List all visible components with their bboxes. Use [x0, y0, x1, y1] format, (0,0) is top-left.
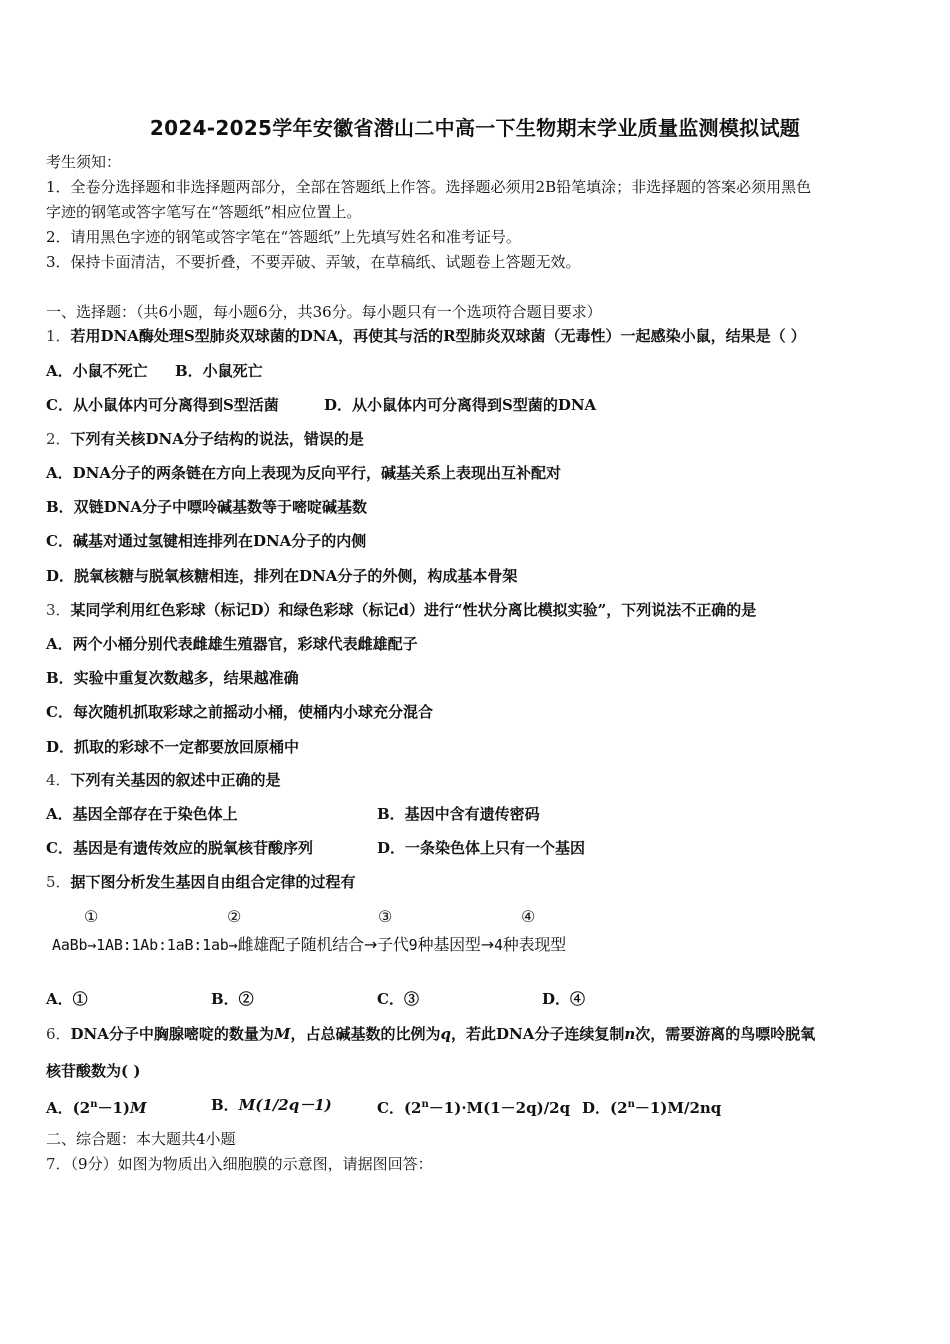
notice-item: 3．保持卡面清洁，不要折叠，不要弄破、弄皱，在草稿纸、试题卷上答题无效。	[46, 253, 581, 271]
question-number: 6．	[46, 1025, 71, 1043]
option-c: C．基因是有遗传效应的脱氧核苷酸序列	[46, 839, 313, 857]
option-b	[211, 1095, 332, 1115]
question-text: ，占总碱基数的比例为	[290, 1025, 441, 1043]
variable-m: M	[130, 1099, 147, 1117]
variable-n: n	[624, 1025, 636, 1043]
step-marker-1: ①	[84, 907, 99, 926]
option-c: C．从小鼠体内可分离得到S型活菌	[46, 396, 279, 414]
option-c: C．每次随机抓取彩球之前摇动小桶，使桶内小球充分混合	[46, 703, 433, 721]
option-a: A．DNA分子的两条链在方向上表现为反向平行，碱基关系上表现出互补配对	[46, 464, 561, 482]
option-label: D．	[582, 1099, 611, 1117]
section-heading: 二、综合题：本大题共4小题	[46, 1130, 236, 1148]
question-3-stem	[46, 600, 756, 620]
question-6-stem-line2: 核苷酸数为( )	[46, 1062, 141, 1080]
page-title: 2024-2025学年安徽省潜山二中高一下生物期末学业质量监测模拟试题	[149, 116, 801, 140]
option-formula: (2	[610, 1099, 628, 1117]
option-c	[377, 1095, 570, 1118]
chain-phenotype-count: 4	[493, 936, 503, 954]
variable-q: q	[440, 1025, 452, 1043]
option-b: B．②	[211, 990, 254, 1008]
exponent: n	[421, 1099, 429, 1110]
option-d: D．一条染色体上只有一个基因	[377, 839, 586, 857]
question-number: 4．	[46, 771, 71, 789]
question-text: （9分）如图为物质出入细胞膜的示意图，请据图回答：	[70, 1155, 433, 1173]
question-2-stem	[46, 429, 364, 449]
option-label: A．	[46, 1099, 73, 1117]
question-number: 5．	[46, 873, 71, 891]
option-d: D．从小鼠体内可分离得到S型菌的DNA	[324, 396, 597, 414]
question-7-stem	[46, 1154, 433, 1174]
question-1-stem	[46, 326, 806, 346]
question-text: 若用DNA酶处理S型肺炎双球菌的DNA，再使其与活的R型肺炎双球菌（无毒性）一起感染小鼠，结果是（ ）	[70, 327, 806, 345]
question-text: 次，需要游离的鸟嘌呤脱氧	[635, 1025, 816, 1043]
chain-gametes: AaBb→1AB:1Ab:1aB:1ab→	[52, 936, 238, 954]
option-label: B．	[211, 1096, 239, 1114]
step-marker-3: ③	[378, 907, 393, 926]
question-number: 2．	[46, 430, 71, 448]
option-d: D．脱氧核糖与脱氧核糖相连，排列在DNA分子的外侧，构成基本骨架	[46, 567, 518, 585]
option-d: D．抓取的彩球不一定都要放回原桶中	[46, 738, 300, 756]
chain-phenotype-label: 种表现型	[502, 935, 566, 954]
option-b: B．实验中重复次数越多，结果越准确	[46, 669, 299, 687]
option-a: A．①	[46, 990, 88, 1008]
question-text: 据下图分析发生基因自由组合定律的过程有	[70, 873, 356, 891]
option-d	[582, 1095, 721, 1118]
notice-heading: 考生须知：	[46, 153, 122, 171]
option-c: C．碱基对通过氢键相连排列在DNA分子的内侧	[46, 532, 367, 550]
question-text: 某同学利用红色彩球（标记D）和绿色彩球（标记d）进行“性状分离比模拟实验”，下列说法不正确的是	[70, 601, 757, 619]
chain-fertilization: 雌雄配子随机结合→子代	[237, 935, 409, 954]
option-formula: －1)M/2nq	[634, 1099, 722, 1117]
option-d: D．④	[542, 990, 586, 1008]
question-number: 7．	[46, 1155, 71, 1173]
chain-genotype-count: 9	[408, 936, 418, 954]
option-formula: －1)	[97, 1099, 131, 1117]
question-text: DNA分子中胸腺嘧啶的数量为	[70, 1025, 274, 1043]
exponent: n	[90, 1099, 98, 1110]
option-a: A．基因全部存在于染色体上	[46, 805, 238, 823]
option-a: A．两个小桶分别代表雌雄生殖器官，彩球代表雌雄配子	[46, 635, 418, 653]
option-formula: (2	[72, 1099, 91, 1117]
option-label: C．	[377, 1099, 404, 1117]
option-b: B．小鼠死亡	[175, 362, 263, 380]
option-formula: M(1/2q－1)	[238, 1096, 332, 1114]
notice-item: 1．全卷分选择题和非选择题两部分，全部在答题纸上作答。选择题必须用2B铅笔填涂；非选择题的答案必须用黑色	[46, 178, 812, 196]
variable-m: M	[273, 1025, 291, 1043]
question-4-stem	[46, 770, 281, 790]
question-5-stem	[46, 872, 356, 892]
question-number: 1．	[46, 327, 71, 345]
notice-item: 字迹的钢笔或答字笔写在“答题纸”相应位置上。	[46, 203, 362, 221]
question-text: 下列有关基因的叙述中正确的是	[70, 771, 281, 789]
step-marker-4: ④	[521, 907, 536, 926]
option-formula: －1)·M(1－2q)/2q	[428, 1099, 571, 1117]
chain-genotype-label: 种基因型→	[417, 935, 494, 954]
option-b: B．双链DNA分子中嘌呤碱基数等于嘧啶碱基数	[46, 498, 368, 516]
section-heading: 一、选择题：（共6小题，每小题6分，共36分。每小题只有一个选项符合题目要求）	[46, 303, 602, 321]
option-a: A．小鼠不死亡	[46, 362, 148, 380]
option-formula: (2	[403, 1099, 422, 1117]
option-c: C．③	[377, 990, 419, 1008]
option-b: B．基因中含有遗传密码	[377, 805, 540, 823]
process-chain	[52, 932, 566, 955]
option-a	[46, 1095, 147, 1118]
notice-item: 2．请用黑色字迹的钢笔或答字笔在“答题纸”上先填写姓名和准考证号。	[46, 228, 521, 246]
question-6-stem	[46, 1024, 815, 1044]
exponent: n	[627, 1099, 635, 1110]
question-number: 3．	[46, 601, 71, 619]
question-text: ，若此DNA分子连续复制	[451, 1025, 625, 1043]
question-text: 下列有关核DNA分子结构的说法，错误的是	[70, 430, 364, 448]
step-marker-2: ②	[227, 907, 242, 926]
